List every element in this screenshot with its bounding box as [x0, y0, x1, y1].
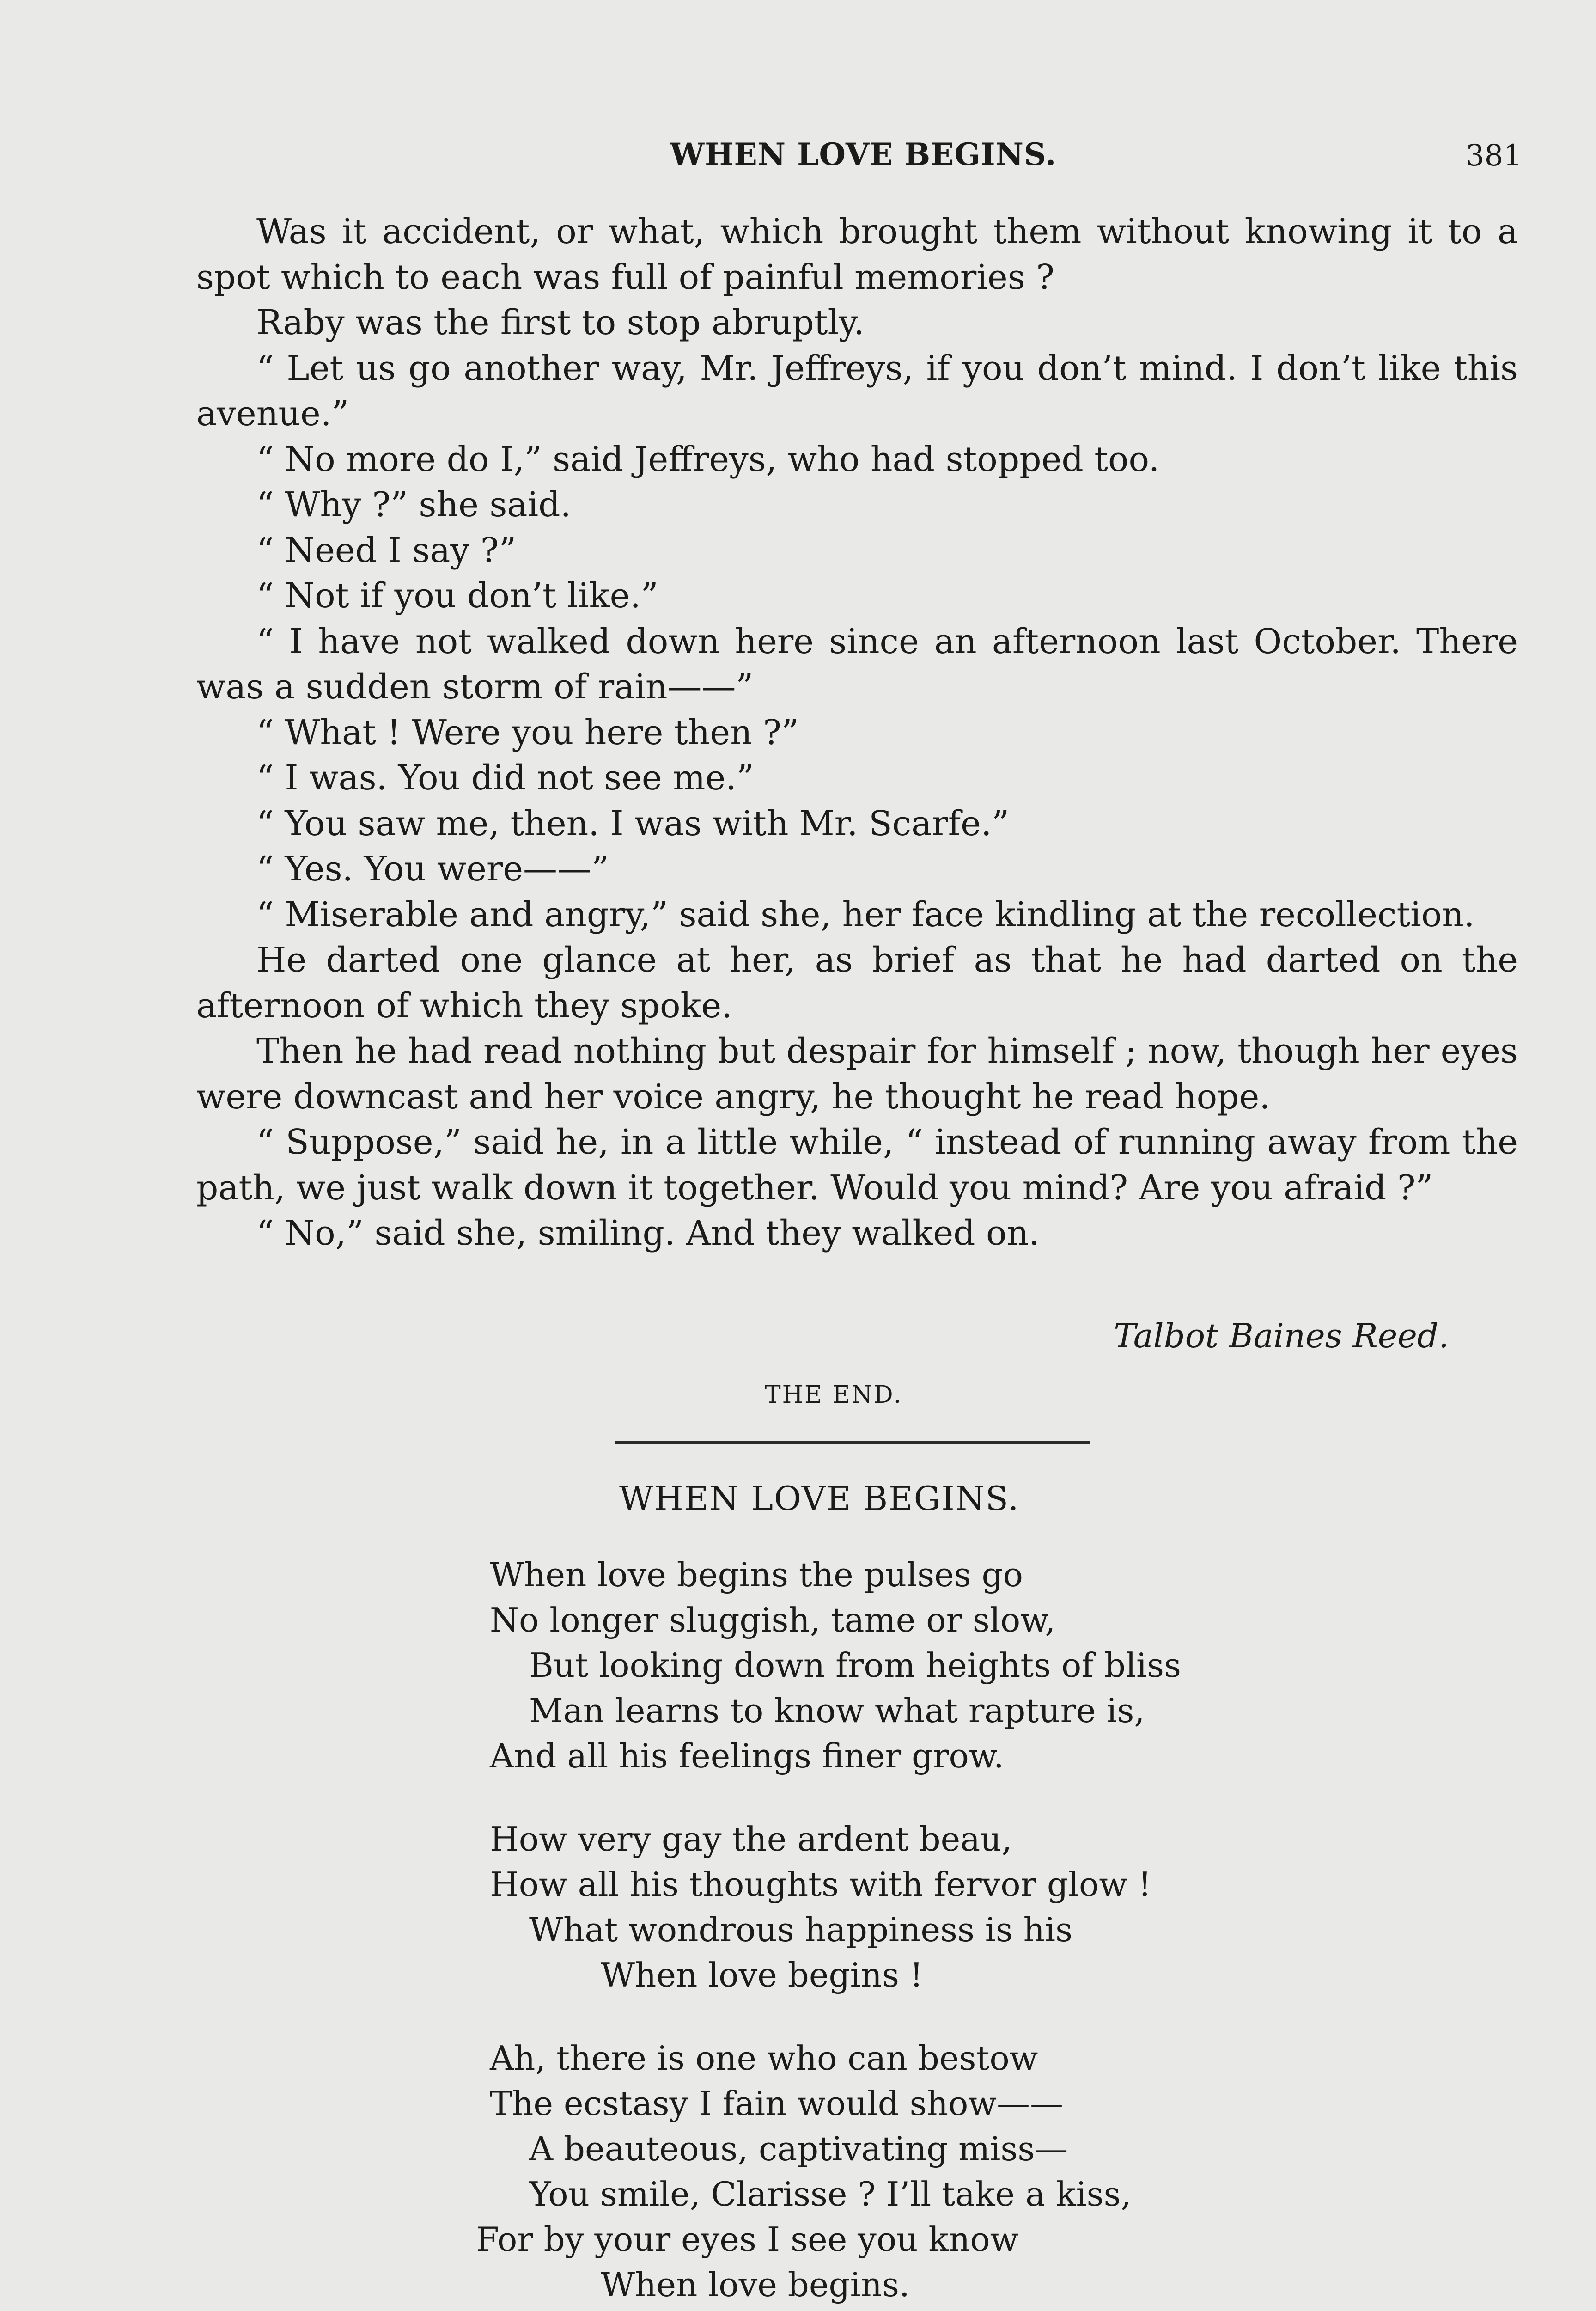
poem-line: A beauteous, captivating miss—	[529, 2129, 1068, 2168]
poem-line: When love begins !	[601, 1956, 923, 1994]
story-author: Talbot Baines Reed.	[1114, 1316, 1449, 1355]
poem-line: No longer sluggish, tame or slow,	[490, 1601, 1056, 1639]
poem-line: Man learns to know what rapture is,	[529, 1691, 1145, 1730]
paragraph: “ Yes. You were——”	[256, 849, 609, 889]
paragraph: “ Miserable and angry,” said she, her face kindling at the recollection.	[256, 894, 1475, 935]
poem-line: For by your eyes I see you know	[476, 2220, 1019, 2259]
poem-stanza	[476, 2036, 1322, 2307]
paragraph: “ Why ?” she said.	[256, 485, 572, 525]
poem-line: When love begins.	[601, 2265, 910, 2304]
poem-line: The ecstasy I fain would show——	[490, 2084, 1063, 2123]
poem-line: You smile, Clarisse ? I’ll take a kiss,	[529, 2175, 1132, 2213]
poem-title: WHEN LOVE BEGINS.	[619, 1479, 1020, 1518]
end-label: THE END.	[765, 1381, 903, 1409]
paragraph: “ Need I say ?”	[256, 530, 517, 570]
paragraph: Raby was the first to stop abruptly.	[256, 303, 865, 342]
story-text	[196, 209, 1518, 1256]
paragraph: “ What ! Were you here then ?”	[256, 712, 799, 752]
running-title: WHEN LOVE BEGINS.	[670, 136, 1057, 172]
paragraph: “ I have not walked down here since an afternoon last October. There was a sudden storm of rain——”	[196, 621, 1518, 707]
poem-line: How very gay the ardent beau,	[490, 1820, 1012, 1859]
paragraph: “ Suppose,” said he, in a little while, “ instead of running away from the path, we just walk down it together. Would you mind? Are you afraid ?”	[196, 1122, 1518, 1208]
paragraph: “ You saw me, then. I was with Mr. Scarfe.”	[256, 803, 1010, 844]
poem-stanza	[490, 1552, 1322, 1779]
poem-stanza	[490, 1816, 1322, 1998]
paragraph: “ I was. You did not see me.”	[256, 758, 754, 798]
poem-line: And all his feelings finer grow.	[490, 1736, 1004, 1775]
paragraph: “ No more do I,” said Jeffreys, who had stopped too.	[256, 439, 1160, 479]
paragraph: “ Let us go another way, Mr. Jeffreys, if you don’t mind. I don’t like this avenue.”	[196, 348, 1518, 434]
poem-line: Ah, there is one who can bestow	[490, 2039, 1038, 2078]
paragraph: “ Not if you don’t like.”	[256, 576, 658, 616]
poem-line: When love begins the pulses go	[490, 1555, 1023, 1594]
poem-body	[476, 1552, 1322, 2311]
poem-line: What wondrous happiness is his	[529, 1910, 1073, 1949]
paragraph: “ No,” said she, smiling. And they walked on.	[256, 1213, 1040, 1253]
poem-line: How all his thoughts with fervor glow !	[490, 1865, 1151, 1904]
page-number: 381	[1465, 139, 1522, 173]
section-divider	[615, 1441, 1090, 1444]
paragraph: He darted one glance at her, as brief as that he had darted on the afternoon of which they spoke.	[196, 940, 1518, 1026]
paragraph: Was it accident, or what, which brought them without knowing it to a spot which to each was full of painful memories ?	[196, 212, 1518, 297]
poem-line: But looking down from heights of bliss	[529, 1646, 1181, 1685]
paragraph: Then he had read nothing but despair for himself ; now, though her eyes were downcast and her voice angry, he thought he read hope.	[196, 1031, 1518, 1117]
